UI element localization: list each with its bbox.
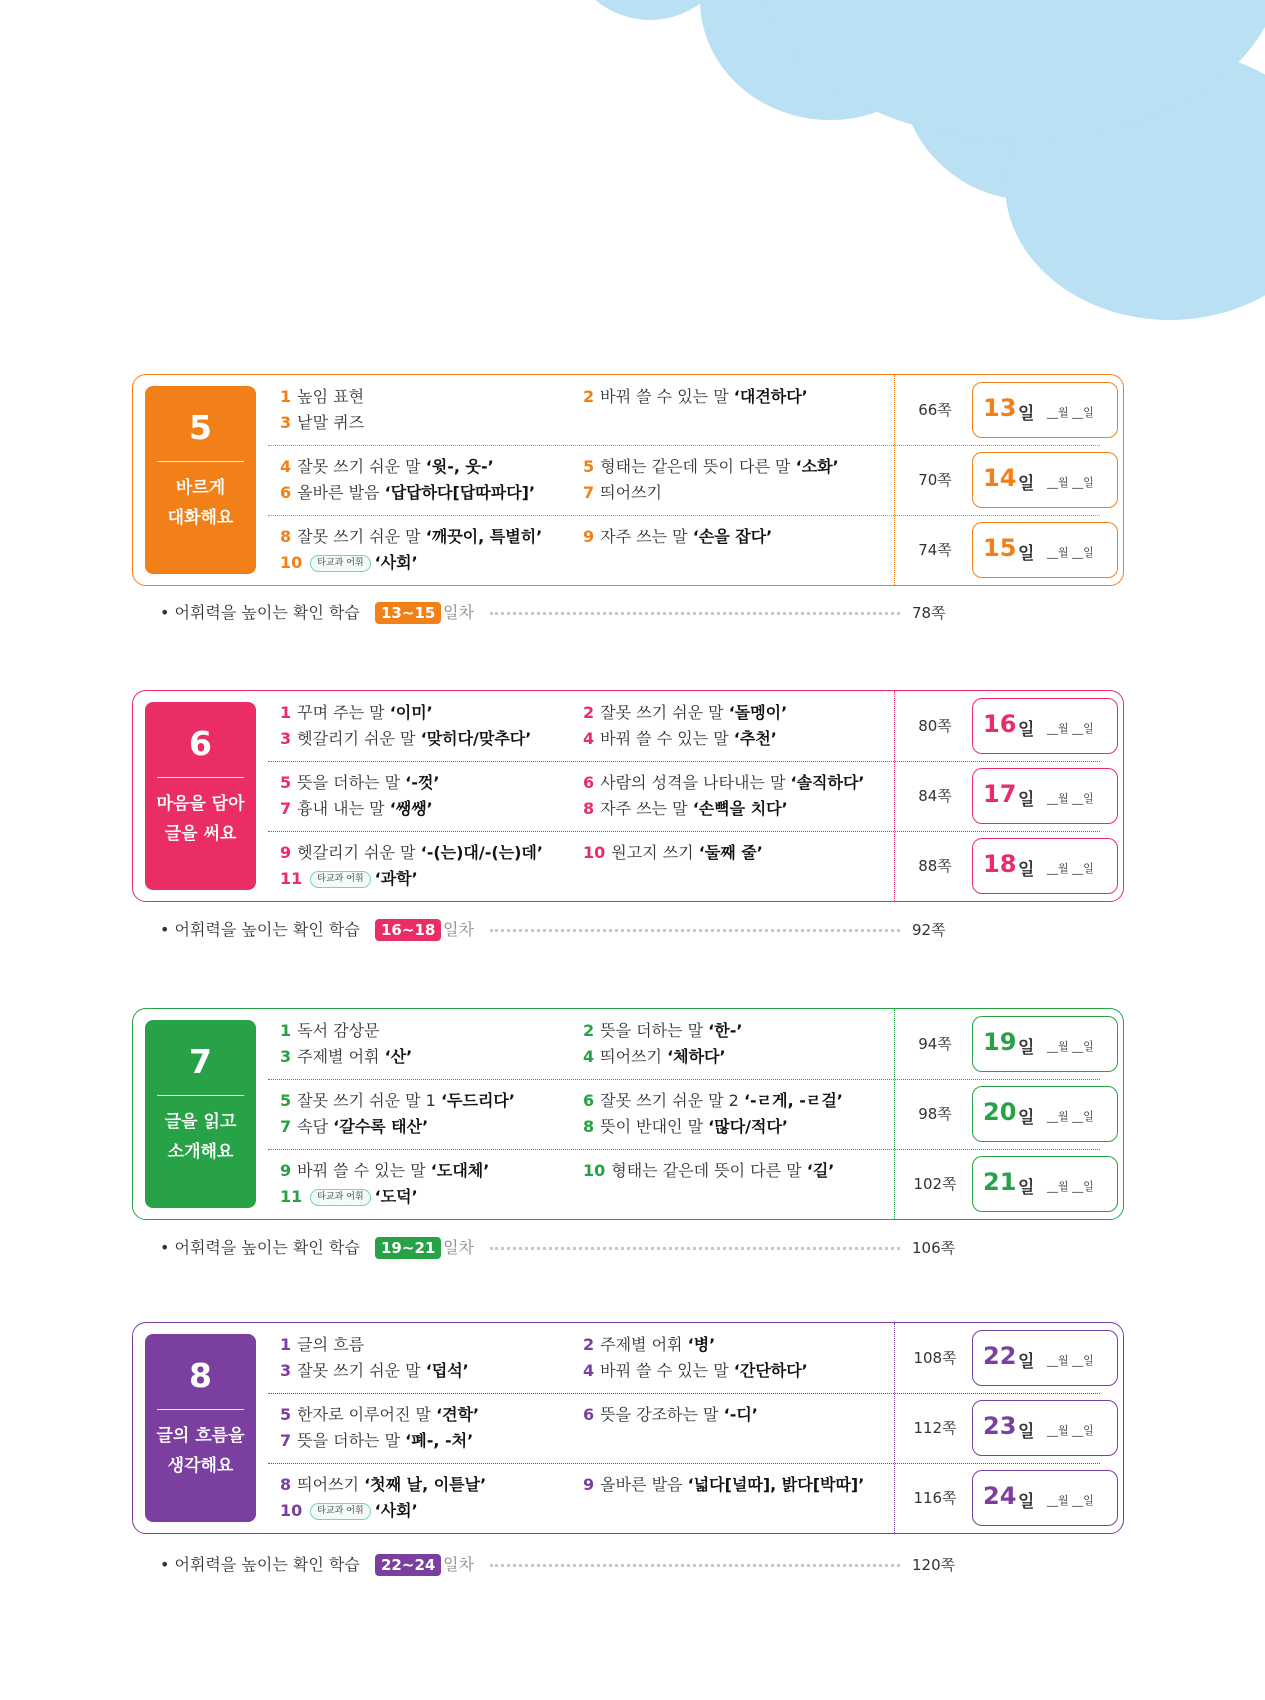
lesson-number: 1 <box>280 1021 292 1040</box>
day-number: 15 <box>983 534 1017 562</box>
lesson-keyword: ‘답답하다[답따파다]’ <box>384 483 536 502</box>
lesson-keyword: ‘갈수록 태산’ <box>333 1117 429 1136</box>
unit-badge-divider <box>157 777 244 778</box>
review-page-number: 92쪽 <box>912 921 946 939</box>
lesson-number: 6 <box>583 1405 595 1424</box>
lesson-title: 헷갈리기 쉬운 말 <box>297 843 416 862</box>
lesson-item[interactable] <box>280 1018 580 1044</box>
lesson-keyword: ‘과학’ <box>374 869 418 888</box>
lesson-number: 5 <box>583 457 595 476</box>
page-number: 74쪽 <box>918 541 952 559</box>
day-label: 일 <box>1018 1108 1035 1128</box>
study-day-box[interactable] <box>972 1400 1118 1456</box>
lesson-title: 바꿔 쓸 수 있는 말 <box>600 729 729 748</box>
day-number: 21 <box>983 1168 1017 1196</box>
day-number: 16 <box>983 710 1017 738</box>
lesson-keyword: ‘-디’ <box>723 1405 758 1424</box>
unit-box <box>132 690 1124 902</box>
lesson-column <box>583 700 883 752</box>
lesson-number: 9 <box>583 1475 595 1494</box>
lesson-number: 7 <box>280 799 292 818</box>
lesson-number: 4 <box>583 1047 595 1066</box>
page-number: 88쪽 <box>918 857 952 875</box>
lesson-item[interactable] <box>280 1428 580 1454</box>
lesson-title: 뜻을 더하는 말 <box>600 1021 704 1040</box>
unit-box <box>132 1322 1124 1534</box>
unit-number: 7 <box>189 1042 212 1081</box>
lesson-number: 5 <box>280 773 292 792</box>
lesson-keyword: ‘윗-, 웃-’ <box>425 457 494 476</box>
lesson-number: 8 <box>583 799 595 818</box>
lesson-number: 6 <box>583 773 595 792</box>
lesson-item[interactable] <box>280 1044 580 1070</box>
unit-badge <box>145 1334 256 1522</box>
day-label: 일 <box>1018 1492 1035 1512</box>
lesson-item[interactable] <box>280 550 580 576</box>
study-day-box[interactable] <box>972 1086 1118 1142</box>
date-blank[interactable]: __월 __일 <box>1047 792 1094 805</box>
date-blank[interactable]: __월 __일 <box>1047 1424 1094 1437</box>
lesson-item[interactable] <box>280 1498 580 1524</box>
lesson-number: 6 <box>280 483 292 502</box>
lesson-item[interactable] <box>583 1332 883 1358</box>
lesson-title: 뜻이 반대인 말 <box>600 1117 704 1136</box>
lesson-keyword: ‘도덕’ <box>374 1187 418 1206</box>
lesson-keyword: ‘-(는)대/-(는)데’ <box>420 843 543 862</box>
day-label: 일 <box>1018 474 1035 494</box>
lesson-number: 9 <box>583 527 595 546</box>
study-day-box[interactable] <box>972 768 1118 824</box>
lesson-item[interactable] <box>583 700 883 726</box>
review-label: • 어휘력을 높이는 확인 학습 <box>160 1238 360 1257</box>
page-number: 94쪽 <box>918 1035 952 1053</box>
lesson-title: 잘못 쓰기 쉬운 말 <box>297 1361 421 1380</box>
review-day-range: 19~21 <box>375 1237 441 1259</box>
lesson-title: 잘못 쓰기 쉬운 말 <box>297 457 421 476</box>
day-number: 17 <box>983 780 1017 808</box>
review-day-suffix: 일차 <box>443 920 474 939</box>
lesson-item[interactable] <box>280 1184 580 1210</box>
day-label: 일 <box>1018 1178 1035 1198</box>
lesson-title: 띄어쓰기 <box>600 483 662 502</box>
review-page-number: 106쪽 <box>912 1239 956 1257</box>
review-line[interactable] <box>160 601 960 625</box>
lesson-column <box>583 770 883 822</box>
lesson-title: 높임 표현 <box>297 387 365 406</box>
lesson-item[interactable] <box>280 1472 580 1498</box>
lesson-keyword: ‘추천’ <box>733 729 777 748</box>
lesson-keyword: ‘대견하다’ <box>733 387 808 406</box>
lesson-column <box>280 770 580 822</box>
review-day-range: 13~15 <box>375 602 441 624</box>
lesson-keyword: ‘덥석’ <box>425 1361 469 1380</box>
lesson-column <box>583 1472 883 1498</box>
date-blank[interactable]: __월 __일 <box>1047 476 1094 489</box>
lesson-item[interactable] <box>280 1088 580 1114</box>
unit-title: 마음을 담아 글을 써요 <box>156 794 245 844</box>
lesson-title: 형태는 같은데 뜻이 다른 말 <box>611 1161 802 1180</box>
day-label: 일 <box>1018 404 1035 424</box>
day-label: 일 <box>1018 860 1035 880</box>
lesson-title: 바꿔 쓸 수 있는 말 <box>600 387 729 406</box>
lesson-item[interactable] <box>280 796 580 822</box>
review-page-number: 78쪽 <box>912 604 946 622</box>
unit-number: 5 <box>189 408 212 447</box>
lesson-item[interactable] <box>583 524 883 550</box>
lesson-number: 7 <box>280 1431 292 1450</box>
day-number: 14 <box>983 464 1017 492</box>
lesson-keyword: ‘쌩쌩’ <box>389 799 433 818</box>
lesson-title: 꾸며 주는 말 <box>297 703 385 722</box>
lesson-title: 흉내 내는 말 <box>297 799 385 818</box>
lesson-item[interactable] <box>280 384 580 410</box>
lesson-keyword: ‘손뼉을 치다’ <box>692 799 788 818</box>
study-day-box[interactable] <box>972 1330 1118 1386</box>
leader-dots <box>490 929 900 932</box>
lesson-item[interactable] <box>280 410 580 436</box>
study-day-box[interactable] <box>972 1156 1118 1212</box>
lesson-item[interactable] <box>583 1114 883 1140</box>
lesson-number: 8 <box>280 527 292 546</box>
lesson-number: 2 <box>583 703 595 722</box>
day-number: 23 <box>983 1412 1017 1440</box>
lesson-keyword: ‘이미’ <box>389 703 433 722</box>
unit-title: 바르게 대화해요 <box>167 478 234 528</box>
day-label: 일 <box>1018 544 1035 564</box>
lesson-title: 헷갈리기 쉬운 말 <box>297 729 416 748</box>
lesson-title: 바꿔 쓸 수 있는 말 <box>297 1161 426 1180</box>
lesson-number: 2 <box>583 387 595 406</box>
day-label: 일 <box>1018 720 1035 740</box>
lesson-column <box>280 1018 580 1070</box>
study-day-box[interactable] <box>972 1016 1118 1072</box>
lesson-number: 9 <box>280 843 292 862</box>
lesson-column <box>280 1088 580 1140</box>
lesson-keyword: ‘깨끗이, 특별히’ <box>425 527 543 546</box>
lesson-item[interactable] <box>583 1472 883 1498</box>
day-number: 19 <box>983 1028 1017 1056</box>
lesson-number: 2 <box>583 1335 595 1354</box>
cross-subject-tag: 타교과 어휘 <box>310 871 370 888</box>
day-number: 22 <box>983 1342 1017 1370</box>
lesson-column <box>583 1088 883 1140</box>
lesson-keyword: ‘넓다[널따], 밝다[박따]’ <box>687 1475 865 1494</box>
lesson-keyword: ‘돌멩이’ <box>728 703 788 722</box>
lesson-column <box>280 700 580 752</box>
lesson-item[interactable] <box>583 770 883 796</box>
lesson-item[interactable] <box>583 384 883 410</box>
lesson-number: 3 <box>280 1047 292 1066</box>
lesson-column <box>280 1158 580 1210</box>
lesson-keyword: ‘사회’ <box>374 1501 418 1520</box>
review-line[interactable] <box>160 918 960 942</box>
lesson-title: 낱말 퀴즈 <box>297 413 365 432</box>
lesson-item[interactable] <box>280 480 580 506</box>
page-number: 102쪽 <box>913 1175 957 1193</box>
review-label: • 어휘력을 높이는 확인 학습 <box>160 920 360 939</box>
date-blank[interactable]: __월 __일 <box>1047 1180 1094 1193</box>
unit-number: 8 <box>189 1356 212 1395</box>
lesson-title: 형태는 같은데 뜻이 다른 말 <box>600 457 791 476</box>
lesson-title: 원고지 쓰기 <box>611 843 694 862</box>
study-day-box[interactable] <box>972 522 1118 578</box>
lesson-keyword: ‘한-’ <box>708 1021 743 1040</box>
lesson-item[interactable] <box>583 454 883 480</box>
lesson-keyword: ‘많다/적다’ <box>708 1117 788 1136</box>
leader-dots <box>490 1247 900 1250</box>
page-number: 108쪽 <box>913 1349 957 1367</box>
cross-subject-tag: 타교과 어휘 <box>310 1189 370 1206</box>
lesson-item[interactable] <box>280 1114 580 1140</box>
lesson-number: 3 <box>280 413 292 432</box>
study-day-box[interactable] <box>972 1470 1118 1526</box>
lesson-column <box>280 384 580 436</box>
lesson-item[interactable] <box>280 454 580 480</box>
review-line[interactable] <box>160 1553 960 1577</box>
study-day-box[interactable] <box>972 452 1118 508</box>
cross-subject-tag: 타교과 어휘 <box>310 1503 370 1520</box>
lesson-item[interactable] <box>583 480 883 506</box>
unit-title: 글의 흐름을 생각해요 <box>156 1426 245 1476</box>
lesson-item[interactable] <box>583 1088 883 1114</box>
lesson-title: 사람의 성격을 나타내는 말 <box>600 773 786 792</box>
lesson-number: 6 <box>583 1091 595 1110</box>
lesson-item[interactable] <box>583 840 883 866</box>
lesson-keyword: ‘소화’ <box>795 457 839 476</box>
lesson-column <box>280 1472 580 1524</box>
lesson-title: 뜻을 더하는 말 <box>297 773 401 792</box>
day-number: 20 <box>983 1098 1017 1126</box>
unit-badge <box>145 1020 256 1208</box>
date-blank[interactable]: __월 __일 <box>1047 862 1094 875</box>
lesson-column <box>280 1332 580 1384</box>
date-blank[interactable]: __월 __일 <box>1047 1040 1094 1053</box>
lesson-title: 주제별 어휘 <box>297 1047 380 1066</box>
lesson-keyword: ‘도대체’ <box>430 1161 490 1180</box>
lesson-number: 11 <box>280 869 303 888</box>
review-page-number: 120쪽 <box>912 1556 956 1574</box>
lesson-keyword: ‘-껏’ <box>405 773 440 792</box>
lesson-item[interactable] <box>280 524 580 550</box>
day-number: 24 <box>983 1482 1017 1510</box>
lesson-number: 9 <box>280 1161 292 1180</box>
lesson-title: 바꿔 쓸 수 있는 말 <box>600 1361 729 1380</box>
lesson-keyword: ‘길’ <box>806 1161 835 1180</box>
lesson-number: 8 <box>280 1475 292 1494</box>
unit-badge-divider <box>157 1409 244 1410</box>
lesson-title: 자주 쓰는 말 <box>600 527 688 546</box>
lesson-column <box>583 840 883 866</box>
lesson-item[interactable] <box>280 1402 580 1428</box>
lesson-number: 2 <box>583 1021 595 1040</box>
unit-badge <box>145 386 256 574</box>
lesson-title: 띄어쓰기 <box>600 1047 662 1066</box>
lesson-title: 글의 흐름 <box>297 1335 365 1354</box>
study-day-box[interactable] <box>972 382 1118 438</box>
lesson-keyword: ‘맞히다/맞추다’ <box>420 729 532 748</box>
unit-badge <box>145 702 256 890</box>
day-number: 13 <box>983 394 1017 422</box>
lesson-title: 뜻을 더하는 말 <box>297 1431 401 1450</box>
lesson-keyword: ‘사회’ <box>374 553 418 572</box>
review-day-range: 16~18 <box>375 919 441 941</box>
review-day-suffix: 일차 <box>443 1238 474 1257</box>
page-number: 66쪽 <box>918 401 952 419</box>
lesson-keyword: ‘간단하다’ <box>733 1361 808 1380</box>
unit-badge-divider <box>157 461 244 462</box>
leader-dots <box>490 1564 900 1567</box>
date-blank[interactable]: __월 __일 <box>1047 722 1094 735</box>
study-day-box[interactable] <box>972 838 1118 894</box>
lesson-keyword: ‘산’ <box>384 1047 413 1066</box>
day-label: 일 <box>1018 1038 1035 1058</box>
study-day-box[interactable] <box>972 698 1118 754</box>
lesson-column <box>280 840 580 892</box>
lesson-keyword: ‘견학’ <box>436 1405 480 1424</box>
lesson-item[interactable] <box>583 1402 883 1428</box>
lesson-number: 4 <box>583 729 595 748</box>
unit-box <box>132 1008 1124 1220</box>
lesson-title: 자주 쓰는 말 <box>600 799 688 818</box>
review-line[interactable] <box>160 1236 960 1260</box>
unit-number: 6 <box>189 724 212 763</box>
lesson-number: 3 <box>280 729 292 748</box>
lesson-keyword: ‘둘째 줄’ <box>698 843 763 862</box>
lesson-number: 10 <box>280 1501 303 1520</box>
lesson-item[interactable] <box>280 700 580 726</box>
lesson-number: 7 <box>583 483 595 502</box>
lesson-column <box>583 1018 883 1070</box>
lesson-number: 5 <box>280 1091 292 1110</box>
cross-subject-tag: 타교과 어휘 <box>310 555 370 572</box>
lesson-column <box>583 1158 883 1184</box>
lesson-keyword: ‘솔직하다’ <box>790 773 865 792</box>
page-number: 70쪽 <box>918 471 952 489</box>
review-day-range: 22~24 <box>375 1554 441 1576</box>
lesson-number: 3 <box>280 1361 292 1380</box>
date-blank[interactable]: __월 __일 <box>1047 1110 1094 1123</box>
lesson-column <box>583 454 883 506</box>
lesson-item[interactable] <box>583 726 883 752</box>
lesson-item[interactable] <box>280 726 580 752</box>
lesson-item[interactable] <box>583 1044 883 1070</box>
lesson-number: 8 <box>583 1117 595 1136</box>
lesson-keyword: ‘체하다’ <box>667 1047 726 1066</box>
lesson-item[interactable] <box>280 1358 580 1384</box>
page-number: 84쪽 <box>918 787 952 805</box>
lesson-title: 띄어쓰기 <box>297 1475 359 1494</box>
lesson-number: 4 <box>280 457 292 476</box>
lesson-title: 잘못 쓰기 쉬운 말 2 <box>600 1091 739 1110</box>
date-blank[interactable]: __월 __일 <box>1047 546 1094 559</box>
lesson-title: 잘못 쓰기 쉬운 말 <box>297 527 421 546</box>
lesson-number: 10 <box>583 843 606 862</box>
lesson-column <box>583 524 883 550</box>
lesson-title: 한자로 이루어진 말 <box>297 1405 431 1424</box>
lesson-item[interactable] <box>583 796 883 822</box>
lesson-column <box>583 1402 883 1428</box>
lesson-item[interactable] <box>583 1358 883 1384</box>
lesson-title: 잘못 쓰기 쉬운 말 <box>600 703 724 722</box>
leader-dots <box>490 612 900 615</box>
lesson-keyword: ‘첫째 날, 이튿날’ <box>364 1475 487 1494</box>
lesson-number: 10 <box>583 1161 606 1180</box>
lesson-item[interactable] <box>583 1018 883 1044</box>
lesson-number: 1 <box>280 387 292 406</box>
unit-title: 글을 읽고 소개해요 <box>164 1112 237 1162</box>
review-day-suffix: 일차 <box>443 603 474 622</box>
lesson-number: 1 <box>280 703 292 722</box>
page-number: 80쪽 <box>918 717 952 735</box>
date-blank[interactable]: __월 __일 <box>1047 406 1094 419</box>
page-number: 112쪽 <box>913 1419 957 1437</box>
lesson-title: 올바른 발음 <box>297 483 380 502</box>
date-blank[interactable]: __월 __일 <box>1047 1494 1094 1507</box>
day-label: 일 <box>1018 1352 1035 1372</box>
lesson-item[interactable] <box>280 1332 580 1358</box>
lesson-keyword: ‘손을 잡다’ <box>692 527 773 546</box>
lesson-column <box>583 384 883 410</box>
lesson-number: 10 <box>280 553 303 572</box>
lesson-title: 뜻을 강조하는 말 <box>600 1405 719 1424</box>
unit-box <box>132 374 1124 586</box>
lesson-title: 잘못 쓰기 쉬운 말 1 <box>297 1091 436 1110</box>
lesson-title: 독서 감상문 <box>297 1021 380 1040</box>
lesson-title: 주제별 어휘 <box>600 1335 683 1354</box>
lesson-number: 7 <box>280 1117 292 1136</box>
lesson-item[interactable] <box>280 840 580 866</box>
lesson-keyword: ‘병’ <box>687 1335 716 1354</box>
lesson-title: 올바른 발음 <box>600 1475 683 1494</box>
lesson-item[interactable] <box>280 866 580 892</box>
lesson-title: 속담 <box>297 1117 329 1136</box>
unit-badge-divider <box>157 1095 244 1096</box>
lesson-column <box>583 1332 883 1384</box>
lesson-number: 4 <box>583 1361 595 1380</box>
lesson-number: 11 <box>280 1187 303 1206</box>
day-label: 일 <box>1018 790 1035 810</box>
lesson-column <box>280 454 580 506</box>
lesson-number: 5 <box>280 1405 292 1424</box>
page-number: 116쪽 <box>913 1489 957 1507</box>
review-label: • 어휘력을 높이는 확인 학습 <box>160 1555 360 1574</box>
lesson-item[interactable] <box>583 1158 883 1184</box>
lesson-keyword: ‘-ㄹ게, -ㄹ걸’ <box>743 1091 843 1110</box>
lesson-keyword: ‘폐-, -처’ <box>405 1431 474 1450</box>
review-day-suffix: 일차 <box>443 1555 474 1574</box>
day-label: 일 <box>1018 1422 1035 1442</box>
lesson-number: 1 <box>280 1335 292 1354</box>
lesson-keyword: ‘두드리다’ <box>440 1091 515 1110</box>
lesson-item[interactable] <box>280 770 580 796</box>
review-label: • 어휘력을 높이는 확인 학습 <box>160 603 360 622</box>
page-number: 98쪽 <box>918 1105 952 1123</box>
day-number: 18 <box>983 850 1017 878</box>
date-blank[interactable]: __월 __일 <box>1047 1354 1094 1367</box>
lesson-item[interactable] <box>280 1158 580 1184</box>
lesson-column <box>280 1402 580 1454</box>
lesson-column <box>280 524 580 576</box>
